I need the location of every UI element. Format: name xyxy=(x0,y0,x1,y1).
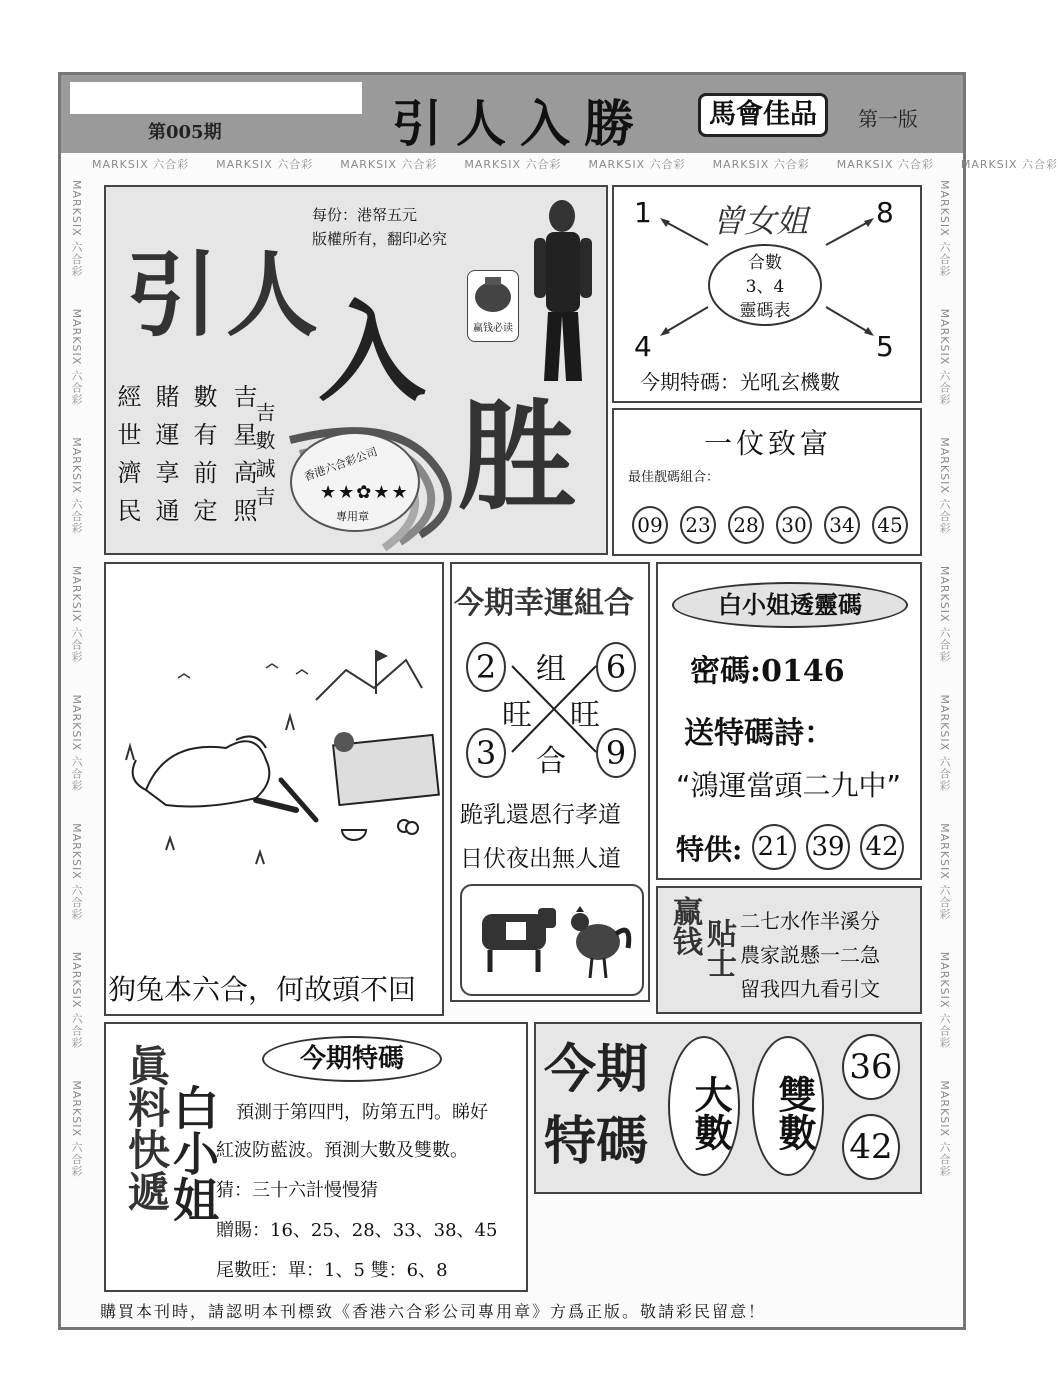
lucky-combo-title: 今期幸運組合 xyxy=(454,586,634,621)
oval-line-2: 3、4 xyxy=(745,277,785,297)
combo-num-6: 6 xyxy=(596,642,636,692)
fortune-number: 30 xyxy=(776,506,812,544)
combo-num-3: 3 xyxy=(466,728,506,778)
zeng-special: 今期特碼：光吼玄機數 xyxy=(640,370,840,394)
side-column: 吉數誠吉 xyxy=(252,402,276,514)
special-number: 21 xyxy=(752,824,796,870)
num-1: 1 xyxy=(634,196,652,229)
cartoon-caption: 狗兔本六合，何故頭不回 xyxy=(108,973,417,1006)
header-blank-strip xyxy=(70,82,362,114)
oval-line-1: 合數 xyxy=(748,253,782,273)
poem-col-2: 賭運享通 xyxy=(151,384,179,536)
big-special-number: 36 xyxy=(842,1034,900,1100)
combo-char-left: 旺 xyxy=(502,698,532,733)
price-text: 每份：港帑五元 xyxy=(312,206,418,224)
big-title-win: 胜 xyxy=(458,388,577,526)
edition-label: 第一版 xyxy=(858,107,918,131)
badge-box xyxy=(467,270,519,342)
big-title-enter: 入 xyxy=(318,291,427,416)
combo-char-right: 旺 xyxy=(570,698,600,733)
brand-logo: 馬會佳品 xyxy=(698,93,828,137)
tips-line: 農家説懸一二急 xyxy=(740,943,880,967)
big-title-left: 引人 xyxy=(126,242,327,349)
special-number: 42 xyxy=(860,824,904,870)
animals-box xyxy=(460,884,644,996)
combo-num-9: 9 xyxy=(596,728,636,778)
big-special-number: 42 xyxy=(842,1114,900,1180)
num-4: 4 xyxy=(634,330,652,363)
combo-num-2: 2 xyxy=(466,642,506,692)
combo-line-1: 跪乳還恩行孝道 xyxy=(460,802,621,828)
cow-rooster-illustration xyxy=(462,886,642,994)
prediction-line: 紅波防藍波。預測大數及雙數。 xyxy=(216,1140,468,1161)
fortune-number: 45 xyxy=(872,506,908,544)
tips-label-b: 贴士 xyxy=(701,918,736,978)
official-stamp xyxy=(290,432,420,532)
oval-line-3: 靈碼表 xyxy=(739,301,791,321)
prediction-line: 預測于第四門，防第五門。睇好 xyxy=(236,1102,488,1123)
zeng-title: 曾女姐 xyxy=(712,202,809,240)
fortune-number: 09 xyxy=(632,506,668,544)
num-5: 5 xyxy=(876,330,894,363)
poem-col-4: 吉星高照 xyxy=(229,384,257,536)
footer-notice: 購買本刊時，請認明本刊標致《香港六合彩公司專用章》方爲正版。敬請彩民留意！ xyxy=(100,1302,767,1321)
fortune-number: 28 xyxy=(728,506,764,544)
combo-line-2: 日伏夜出無人道 xyxy=(460,846,621,872)
oval-heshu xyxy=(708,244,822,326)
fortune-label: 最佳靓碼組合： xyxy=(628,470,720,485)
special-label: 特供: xyxy=(676,833,743,866)
combo-char-bottom: 合 xyxy=(536,744,566,779)
stamp-stars-icon: ★★✿★★ xyxy=(320,482,410,503)
tips-label-a: 赢钱 xyxy=(667,896,702,956)
special-big-title: 今期特碼 xyxy=(544,1040,649,1172)
issue-number: 第005期 xyxy=(148,122,222,143)
fortune-number: 34 xyxy=(824,506,860,544)
tips-lines xyxy=(740,904,880,1006)
page-title: 引人入勝 xyxy=(392,95,648,153)
watermark-left: MARKSIX 六合彩 MARKSIX 六合彩 MARKSIX 六合彩 MARKSIX 六合彩 MARKSIX 六合彩 MARKSIX 六合彩 MARKSIX 六合彩 MARKSIX 六合彩 xyxy=(70,180,83,1178)
money-bag-icon xyxy=(468,271,518,315)
stamp-small-text: 專用章 xyxy=(336,510,369,523)
prediction-line: 猜：三十六計慢慢猜 xyxy=(216,1180,378,1201)
oval-even-number: 雙數 xyxy=(752,1036,824,1176)
miss-bai-title: 白小姐透靈碼 xyxy=(672,582,908,628)
dog-cartoon-illustration xyxy=(106,630,442,890)
special-code-title: 今期特碼 xyxy=(262,1036,442,1082)
secret-code: 密碼:0146 xyxy=(690,654,845,689)
num-8: 8 xyxy=(876,196,894,229)
tips-line: 留我四九看引文 xyxy=(740,977,880,1001)
badge-label: 赢钱必读 xyxy=(473,323,513,334)
special-number: 39 xyxy=(806,824,850,870)
poem-text: “鴻運當頭二九中” xyxy=(676,769,902,802)
combo-char-top: 组 xyxy=(536,652,566,687)
poem-col-3: 數有前定 xyxy=(189,384,217,536)
side-label-a: 眞料快遞 xyxy=(122,1044,171,1212)
side-label-b: 白小姐 xyxy=(166,1084,220,1222)
fortune-number: 23 xyxy=(680,506,716,544)
tips-line: 二七水作半溪分 xyxy=(740,909,880,933)
prediction-line: 尾數旺：單：1、5 雙：6、8 xyxy=(216,1260,448,1281)
man-figure-illustration xyxy=(520,196,600,386)
copyright-text: 版權所有，翻印必究 xyxy=(312,230,448,248)
oval-big-number: 大數 xyxy=(668,1036,740,1176)
poem-col-1: 經世濟民 xyxy=(113,384,141,536)
watermark-right: MARKSIX 六合彩 MARKSIX 六合彩 MARKSIX 六合彩 MARKSIX 六合彩 MARKSIX 六合彩 MARKSIX 六合彩 MARKSIX 六合彩 MARKSIX 六合彩 xyxy=(938,180,951,1178)
fortune-title: 一伩致富 xyxy=(704,427,833,460)
prediction-line: 贈賜：16、25、28、33、38、45 xyxy=(216,1220,498,1241)
stamp-text: 香港六合彩公司 xyxy=(302,445,380,484)
watermark-top: MARKSIX 六合彩 MARKSIX 六合彩 MARKSIX 六合彩 MARKSIX 六合彩 MARKSIX 六合彩 MARKSIX 六合彩 MARKSIX 六合彩 MARKSIX 六合彩 xyxy=(92,158,1058,171)
poem-label: 送特碼詩： xyxy=(684,716,834,751)
